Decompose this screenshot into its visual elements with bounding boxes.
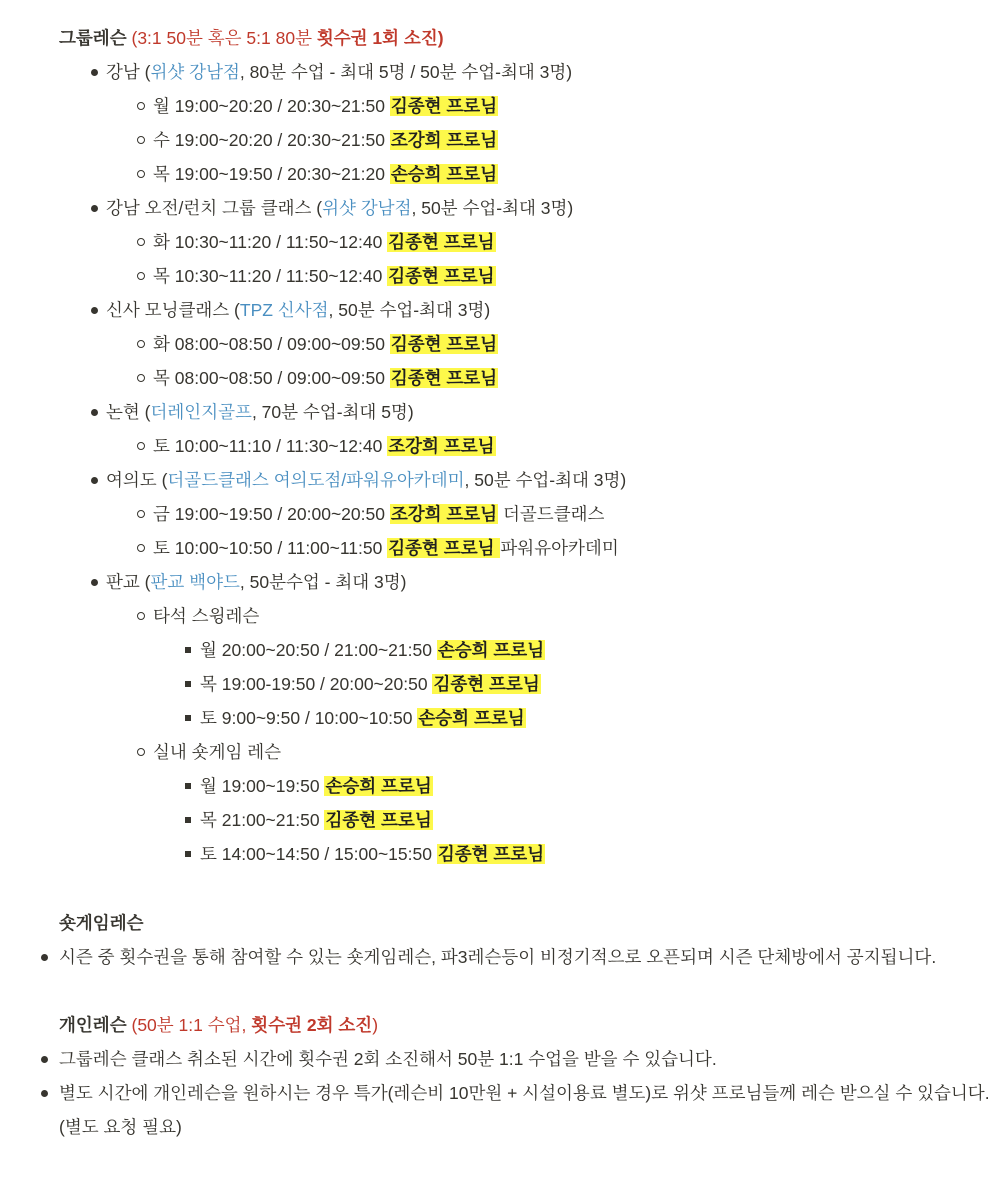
subgroup-label: 실내 숏게임 레슨 <box>153 742 282 762</box>
private-lesson-item-cont-text: (별도 요청 필요) <box>59 1117 182 1137</box>
session-time: 수 19:00~20:20 / 20:30~21:50 <box>153 130 390 150</box>
session-item <box>200 633 545 667</box>
square-bullet <box>178 837 198 871</box>
session-item <box>153 497 604 531</box>
short-game-title: 숏게임레슨 <box>59 913 144 933</box>
location-name: 신사 모닝클래스 ( <box>106 300 240 320</box>
location-name: 여의도 ( <box>106 470 168 490</box>
private-lesson-item-continued <box>59 1110 182 1144</box>
session-item <box>153 157 498 191</box>
session-time: 월 20:00~20:50 / 21:00~21:50 <box>200 640 437 660</box>
disc-bullet <box>84 565 104 599</box>
square-bullet <box>178 803 198 837</box>
private-lesson-note: (50분 1:1 수업, <box>131 1015 252 1035</box>
session-venue: 더골드클래스 <box>498 504 605 524</box>
instructor-highlight: 김종현 프로님 <box>390 334 498 354</box>
session-time: 월 19:00~20:20 / 20:30~21:50 <box>153 96 390 116</box>
location-link[interactable]: 더레인지골프 <box>150 402 252 422</box>
short-game-item-text: 시즌 중 횟수권을 통해 참여할 수 있는 숏게임레슨, 파3레슨등이 비정기적으로 오픈되며 시즌 단체방에서 공지됩니다. <box>59 947 937 967</box>
location-item <box>106 463 626 497</box>
private-lesson-title: 개인레슨 <box>59 1015 127 1035</box>
session-item <box>153 123 498 157</box>
session-time: 목 08:00~08:50 / 09:00~09:50 <box>153 368 390 388</box>
subgroup-item <box>153 599 259 633</box>
location-details: , 50분 수업-최대 3명) <box>328 300 491 320</box>
circle-bullet <box>131 361 151 395</box>
session-time: 목 21:00~21:50 <box>200 810 325 830</box>
disc-bullet <box>34 1042 54 1076</box>
instructor-highlight: 조강희 프로님 <box>390 504 498 524</box>
location-details: , 80분 수업 - 최대 5명 / 50분 수업-최대 3명) <box>239 62 573 82</box>
circle-bullet <box>131 123 151 157</box>
session-time: 금 19:00~19:50 / 20:00~20:50 <box>153 504 390 524</box>
session-time: 화 10:30~11:20 / 11:50~12:40 <box>153 232 388 252</box>
session-time: 토 14:00~14:50 / 15:00~15:50 <box>200 844 437 864</box>
disc-bullet <box>34 1076 54 1110</box>
private-lesson-note-bold: 횟수권 2회 소진 <box>251 1015 373 1035</box>
session-item <box>200 837 545 871</box>
disc-bullet <box>84 55 104 89</box>
instructor-highlight: 조강희 프로님 <box>388 436 495 456</box>
subgroup-item <box>153 735 281 769</box>
location-details: , 50분 수업-최대 3명) <box>464 470 627 490</box>
session-time: 월 19:00~19:50 <box>200 776 325 796</box>
session-item <box>153 327 498 361</box>
session-item <box>200 701 526 735</box>
session-time: 목 19:00~19:50 / 20:30~21:20 <box>153 164 390 184</box>
circle-bullet <box>131 259 151 293</box>
location-name: 판교 ( <box>106 572 151 592</box>
group-lesson-heading <box>59 21 444 55</box>
session-item <box>153 225 496 259</box>
circle-bullet <box>131 157 151 191</box>
subgroup-label: 타석 스윙레슨 <box>153 606 260 626</box>
location-item <box>106 565 406 599</box>
circle-bullet <box>131 225 151 259</box>
circle-bullet <box>131 497 151 531</box>
session-time: 목 10:30~11:20 / 11:50~12:40 <box>153 266 388 286</box>
disc-bullet <box>84 395 104 429</box>
session-item <box>200 667 541 701</box>
circle-bullet <box>131 735 151 769</box>
square-bullet <box>178 701 198 735</box>
location-details: , 50분 수업-최대 3명) <box>411 198 574 218</box>
instructor-highlight: 김종현 프로님 <box>437 844 545 864</box>
session-time: 화 08:00~08:50 / 09:00~09:50 <box>153 334 390 354</box>
session-item <box>153 259 496 293</box>
private-lesson-item-text: 그룹레슨 클래스 취소된 시간에 횟수권 2회 소진해서 50분 1:1 수업을 받을 수 있습니다. <box>59 1049 717 1069</box>
session-item <box>153 89 498 123</box>
location-link[interactable]: 위샷 강남점 <box>150 62 240 82</box>
session-item <box>153 361 498 395</box>
location-name: 강남 오전/런치 그룹 클래스 ( <box>106 198 323 218</box>
location-link[interactable]: TPZ 신사점 <box>239 300 329 320</box>
disc-bullet <box>84 293 104 327</box>
instructor-highlight: 김종현 프로님 <box>388 266 495 286</box>
disc-bullet <box>34 940 54 974</box>
short-game-heading <box>59 906 144 940</box>
location-details: , 70분 수업-최대 5명) <box>251 402 414 422</box>
group-lesson-note-bold: 횟수권 1회 소진) <box>316 28 444 48</box>
location-name: 강남 ( <box>106 62 151 82</box>
location-details: , 50분수업 - 최대 3명) <box>239 572 407 592</box>
circle-bullet <box>131 89 151 123</box>
instructor-highlight: 김종현 프로님 <box>388 232 495 252</box>
location-link[interactable]: 위샷 강남점 <box>322 198 412 218</box>
session-venue: 파워유아카데미 <box>500 538 619 558</box>
instructor-highlight: 손승희 프로님 <box>390 164 498 184</box>
session-time: 토 10:00~11:10 / 11:30~12:40 <box>153 436 388 456</box>
disc-bullet <box>84 463 104 497</box>
instructor-highlight: 김종현 프로님 <box>325 810 432 830</box>
location-link[interactable]: 판교 백야드 <box>150 572 240 592</box>
square-bullet <box>178 769 198 803</box>
location-item <box>106 293 490 327</box>
circle-bullet <box>131 531 151 565</box>
session-item <box>200 769 433 803</box>
group-lesson-title: 그룹레슨 <box>59 28 127 48</box>
location-link[interactable]: 더골드클래스 여의도점/파워유아카데미 <box>167 470 465 490</box>
instructor-highlight: 손승희 프로님 <box>418 708 525 728</box>
group-lesson-note: (3:1 50분 혹은 5:1 80분 <box>131 28 317 48</box>
short-game-item <box>59 940 936 974</box>
square-bullet <box>178 633 198 667</box>
session-item <box>200 803 433 837</box>
session-time: 토 9:00~9:50 / 10:00~10:50 <box>200 708 418 728</box>
instructor-highlight: 손승희 프로님 <box>325 776 432 796</box>
session-item <box>153 531 619 565</box>
circle-bullet <box>131 327 151 361</box>
private-lesson-item <box>59 1042 717 1076</box>
private-lesson-note-close: ) <box>372 1015 379 1035</box>
instructor-highlight: 조강희 프로님 <box>390 130 498 150</box>
instructor-highlight: 김종현 프로님 <box>390 368 498 388</box>
instructor-highlight: 손승희 프로님 <box>437 640 545 660</box>
circle-bullet <box>131 599 151 633</box>
disc-bullet <box>84 191 104 225</box>
instructor-highlight: 김종현 프로님 <box>388 538 500 558</box>
session-time: 목 19:00-19:50 / 20:00~20:50 <box>200 674 433 694</box>
session-item <box>153 429 496 463</box>
private-lesson-item <box>59 1076 990 1110</box>
instructor-highlight: 김종현 프로님 <box>390 96 498 116</box>
circle-bullet <box>131 429 151 463</box>
instructor-highlight: 김종현 프로님 <box>433 674 540 694</box>
location-item <box>106 55 572 89</box>
location-item <box>106 191 573 225</box>
session-time: 토 10:00~10:50 / 11:00~11:50 <box>153 538 388 558</box>
private-lesson-heading <box>59 1008 378 1042</box>
location-item <box>106 395 414 429</box>
location-name: 논현 ( <box>106 402 151 422</box>
private-lesson-item-text: 별도 시간에 개인레슨을 원하시는 경우 특가(레슨비 10만원 + 시설이용료 별도)로 위샷 프로님들께 레슨 받으실 수 있습니다. <box>59 1083 990 1103</box>
square-bullet <box>178 667 198 701</box>
